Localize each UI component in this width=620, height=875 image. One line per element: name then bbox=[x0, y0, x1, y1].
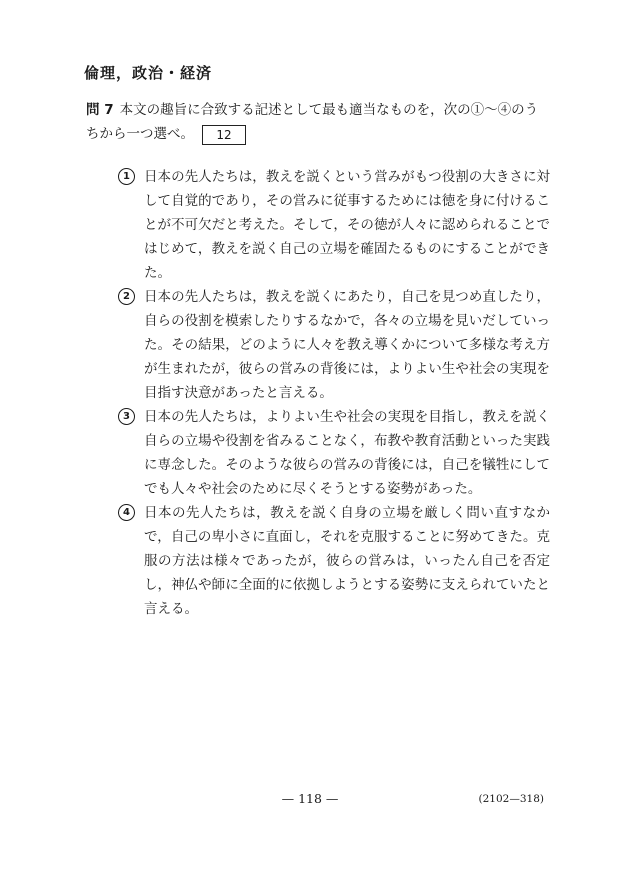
option-text-1: 日本の先人たちは，教えを説くという営みがもつ役割の大きさに対して自覚的であり，その営みに従事するためには徳を身に付けることが不可欠だと考えた。そして，その徳が人々に認められることではじめて，教えを説く自己の立場を確固たるものにすることができた。 bbox=[144, 169, 550, 281]
question-text: 本文の趣旨に合致する記述として最も適当なものを，次の①～④のうちから一つ選べ。 bbox=[86, 102, 539, 142]
option-4[interactable] bbox=[118, 501, 550, 621]
option-3[interactable] bbox=[118, 405, 550, 501]
option-1[interactable] bbox=[118, 165, 550, 285]
question-label: 問 7 bbox=[86, 102, 114, 118]
option-number-4: 4 bbox=[118, 504, 135, 521]
answer-box[interactable]: 12 bbox=[202, 125, 246, 145]
option-number-3: 3 bbox=[118, 408, 135, 425]
option-text-4: 日本の先人たちは，教えを説く自身の立場を厳しく問い直すなかで，自己の卑小さに直面し，それを克服することに努めてきた。克服の方法は様々であったが，彼らの営みは，いったん自己を否定し，神仏や師に全面的に依拠しようとする姿勢に支えられていたと言える。 bbox=[144, 505, 550, 617]
option-number-1: 1 bbox=[118, 168, 135, 185]
question-7 bbox=[86, 98, 546, 146]
options-list bbox=[118, 165, 550, 621]
option-text-2: 日本の先人たちは，教えを説くにあたり，自己を見つめ直したり，自らの役割を模索したりするなかで，各々の立場を見いだしていった。その結果，どのように人々を教え導くかについて多様な考え方が生まれたが，彼らの営みの背後には，よりよい生や社会の実現を目指す決意があったと言える。 bbox=[144, 289, 550, 401]
option-number-2: 2 bbox=[118, 288, 135, 305]
subject-heading: 倫理，政治・経済 bbox=[84, 64, 213, 82]
option-text-3: 日本の先人たちは，よりよい生や社会の実現を目指し，教えを説く自らの立場や役割を省みることなく，布教や教育活動といった実践に専念した。そのような彼らの営みの背後には，自己を犠牲にしてでも人々や社会のために尽くそうとする姿勢があった。 bbox=[144, 409, 550, 497]
page-number: — 118 — bbox=[281, 791, 339, 806]
option-2[interactable] bbox=[118, 285, 550, 405]
exam-code: (2102—318) bbox=[478, 793, 544, 805]
